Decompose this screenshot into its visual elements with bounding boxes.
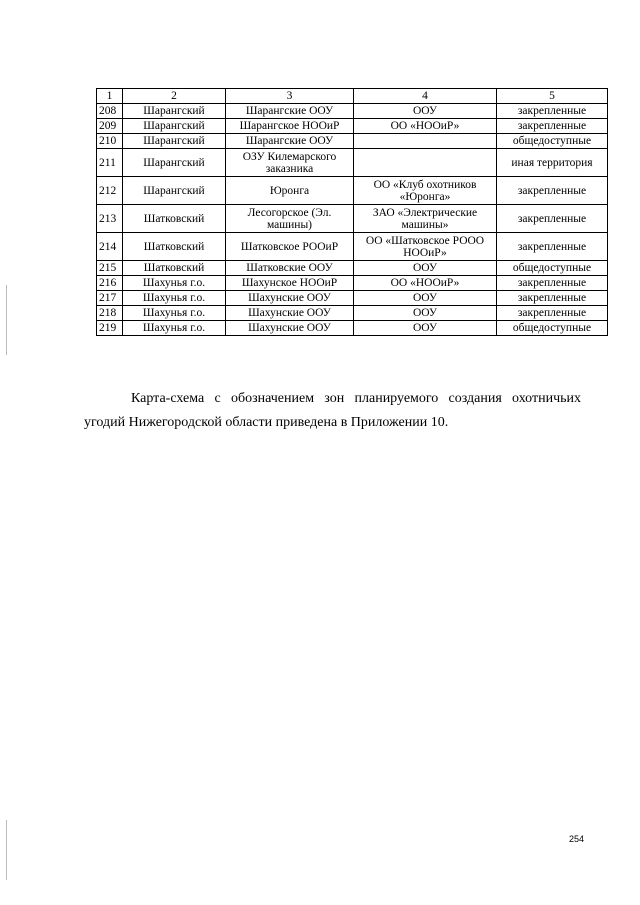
category-cell: закрепленные [497, 119, 608, 134]
user-cell: ОО «Шатковское РООО НООиР» [354, 233, 497, 261]
ground-name-cell: Шахунские ООУ [226, 306, 354, 321]
header-col-1: 1 [97, 89, 123, 104]
row-number: 219 [97, 321, 123, 336]
row-number: 208 [97, 104, 123, 119]
category-cell: иная территория [497, 149, 608, 177]
table-row [97, 134, 608, 149]
district-cell: Шарангский [123, 104, 226, 119]
category-cell: общедоступные [497, 261, 608, 276]
category-cell: закрепленные [497, 177, 608, 205]
district-cell: Шахунья г.о. [123, 291, 226, 306]
category-cell: закрепленные [497, 306, 608, 321]
header-col-2: 2 [123, 89, 226, 104]
district-cell: Шарангский [123, 119, 226, 134]
district-cell: Шахунья г.о. [123, 321, 226, 336]
table-row [97, 233, 608, 261]
table-row [97, 321, 608, 336]
table-row [97, 149, 608, 177]
category-cell: закрепленные [497, 205, 608, 233]
district-cell: Шарангский [123, 149, 226, 177]
row-number: 214 [97, 233, 123, 261]
category-cell: закрепленные [497, 233, 608, 261]
table-row [97, 261, 608, 276]
category-cell: общедоступные [497, 134, 608, 149]
ground-name-cell: Шарангское НООиР [226, 119, 354, 134]
scan-margin-line [6, 820, 7, 880]
district-cell: Шатковский [123, 205, 226, 233]
user-cell: ООУ [354, 261, 497, 276]
table-row [97, 119, 608, 134]
header-col-5: 5 [497, 89, 608, 104]
table-row [97, 177, 608, 205]
hunting-grounds-table [96, 88, 608, 336]
ground-name-cell: Шахунские ООУ [226, 321, 354, 336]
user-cell: ОО «НООиР» [354, 276, 497, 291]
ground-name-cell: ОЗУ Килемарского заказника [226, 149, 354, 177]
district-cell: Шатковский [123, 233, 226, 261]
category-cell: общедоступные [497, 321, 608, 336]
row-number: 211 [97, 149, 123, 177]
table-row [97, 104, 608, 119]
row-number: 217 [97, 291, 123, 306]
district-cell: Шарангский [123, 177, 226, 205]
ground-name-cell: Шахунские ООУ [226, 291, 354, 306]
district-cell: Шахунья г.о. [123, 276, 226, 291]
row-number: 209 [97, 119, 123, 134]
table-row [97, 291, 608, 306]
district-cell: Шахунья г.о. [123, 306, 226, 321]
category-cell: закрепленные [497, 276, 608, 291]
row-number: 215 [97, 261, 123, 276]
ground-name-cell: Шатковское РООиР [226, 233, 354, 261]
district-cell: Шарангский [123, 134, 226, 149]
row-number: 213 [97, 205, 123, 233]
ground-name-cell: Лесогорское (Эл. машины) [226, 205, 354, 233]
user-cell: ЗАО «Электрические машины» [354, 205, 497, 233]
user-cell: ООУ [354, 306, 497, 321]
row-number: 216 [97, 276, 123, 291]
ground-name-cell: Шатковские ООУ [226, 261, 354, 276]
page-number: 254 [569, 834, 585, 844]
row-number: 212 [97, 177, 123, 205]
user-cell [354, 149, 497, 177]
table-row [97, 205, 608, 233]
user-cell: ОО «НООиР» [354, 119, 497, 134]
table-row [97, 276, 608, 291]
category-cell: закрепленные [497, 104, 608, 119]
user-cell: ООУ [354, 104, 497, 119]
header-col-3: 3 [226, 89, 354, 104]
district-cell: Шатковский [123, 261, 226, 276]
user-cell: ООУ [354, 291, 497, 306]
ground-name-cell: Шарангские ООУ [226, 104, 354, 119]
table-header-row [97, 89, 608, 104]
row-number: 210 [97, 134, 123, 149]
scan-margin-line [6, 285, 7, 355]
appendix-reference-paragraph: Карта-схема с обозначением зон планируемого создания охотничьих угодий Нижегородской области приведена в Приложении 10. [84, 391, 581, 430]
category-cell: закрепленные [497, 291, 608, 306]
ground-name-cell: Юронга [226, 177, 354, 205]
ground-name-cell: Шахунское НООиР [226, 276, 354, 291]
user-cell: ООУ [354, 321, 497, 336]
user-cell: ОО «Клуб охотников «Юронга» [354, 177, 497, 205]
header-col-4: 4 [354, 89, 497, 104]
table-row [97, 306, 608, 321]
user-cell [354, 134, 497, 149]
row-number: 218 [97, 306, 123, 321]
ground-name-cell: Шарангские ООУ [226, 134, 354, 149]
